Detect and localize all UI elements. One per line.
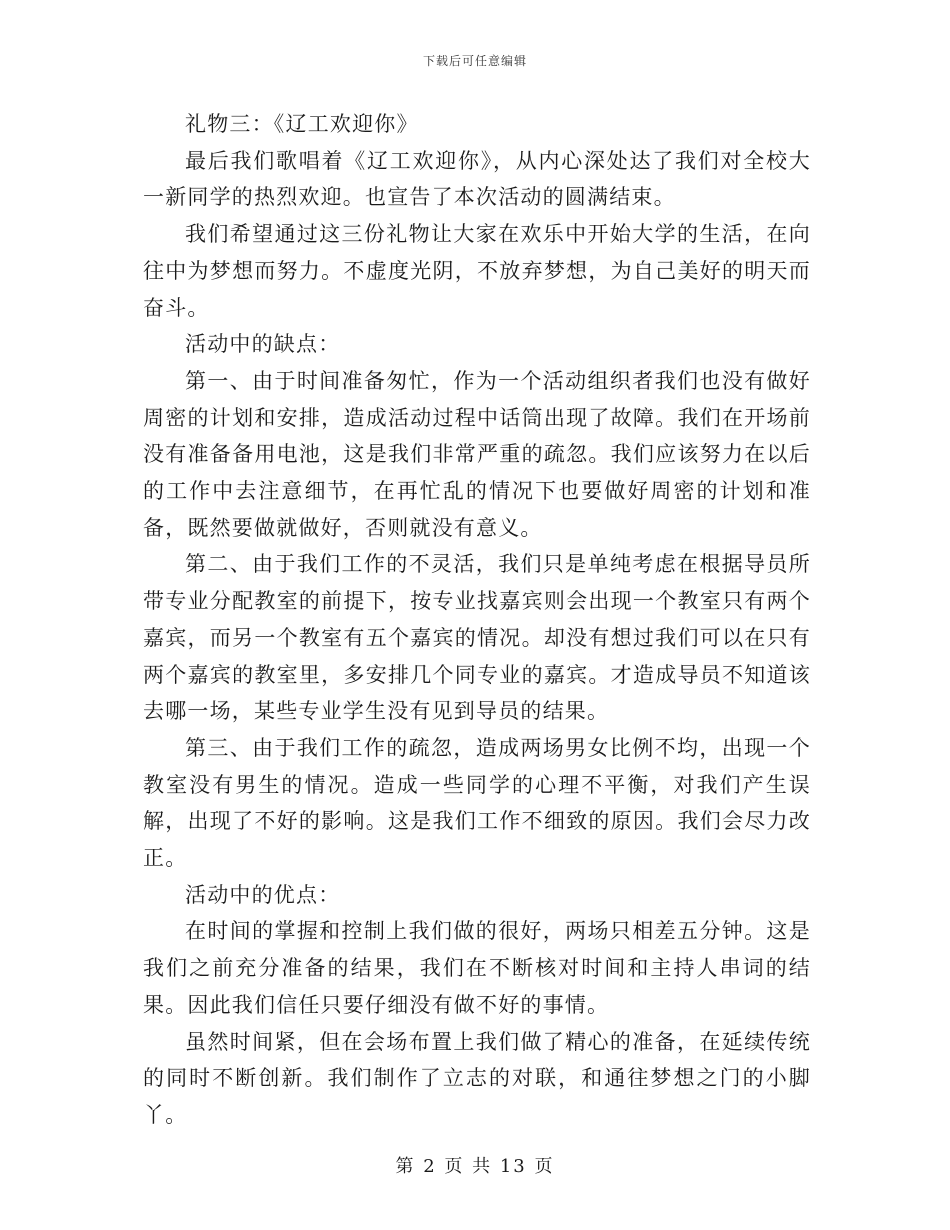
- paragraph-closing-song: 最后我们歌唱着《辽工欢迎你》，从内心深处达了我们对全校大一新同学的热烈欢迎。也宣告了本次活动的圆满结束。: [143, 148, 811, 210]
- paragraph-shortcoming-three: 第三、由于我们工作的疏忽，造成两场男女比例不均，出现一个教室没有男生的情况。造成一些同学的心理不平衡，对我们产生误解，出现了不好的影响。这是我们工作不细致的原因。我们会尽力改正。: [143, 735, 811, 871]
- paragraph-strength-time: 在时间的掌握和控制上我们做的很好，两场只相差五分钟。这是我们之前充分准备的结果，我们在不断核对时间和主持人串词的结果。因此我们信任只要仔细没有做不好的事情。: [143, 919, 811, 1017]
- paragraph-shortcoming-one: 第一、由于时间准备匆忙，作为一个活动组织者我们也没有做好周密的计划和安排，造成活动过程中话筒出现了故障。我们在开场前没有准备备用电池，这是我们非常严重的疏忽。我们应该努力在以后的工作中去注意细节，在再忙乱的情况下也要做好周密的计划和准备，既然要做就做好，否则就没有意义。: [143, 368, 811, 540]
- page-number-footer: 第 2 页 共 13 页: [395, 1156, 555, 1177]
- paragraph-shortcoming-two: 第二、由于我们工作的不灵活，我们只是单纯考虑在根据导员所带专业分配教室的前提下，按专业找嘉宾则会出现一个教室只有两个嘉宾，而另一个教室有五个嘉宾的情况。却没有想过我们可以在只有两个嘉宾的教室里，多安排几个同专业的嘉宾。才造成导员不知道该去哪一场，某些专业学生没有见到导员的结果。: [143, 552, 811, 724]
- document-body: [143, 106, 811, 1134]
- paragraph-hope: 我们希望通过这三份礼物让大家在欢乐中开始大学的生活，在向往中为梦想而努力。不虚度光阴，不放弃梦想，为自己美好的明天而奋斗。: [143, 222, 811, 320]
- paragraph-strengths-heading: 活动中的优点：: [185, 882, 341, 907]
- page-header-note: 下载后可任意编辑: [422, 54, 527, 68]
- paragraph-strength-venue: 虽然时间紧，但在会场布置上我们做了精心的准备，在延续传统的同时不断创新。我们制作了立志的对联，和通往梦想之门的小脚丫。: [143, 1029, 811, 1127]
- paragraph-gift-three-title: 礼物三：《辽工欢迎你》: [185, 112, 419, 136]
- paragraph-shortcomings-heading: 活动中的缺点：: [185, 332, 341, 357]
